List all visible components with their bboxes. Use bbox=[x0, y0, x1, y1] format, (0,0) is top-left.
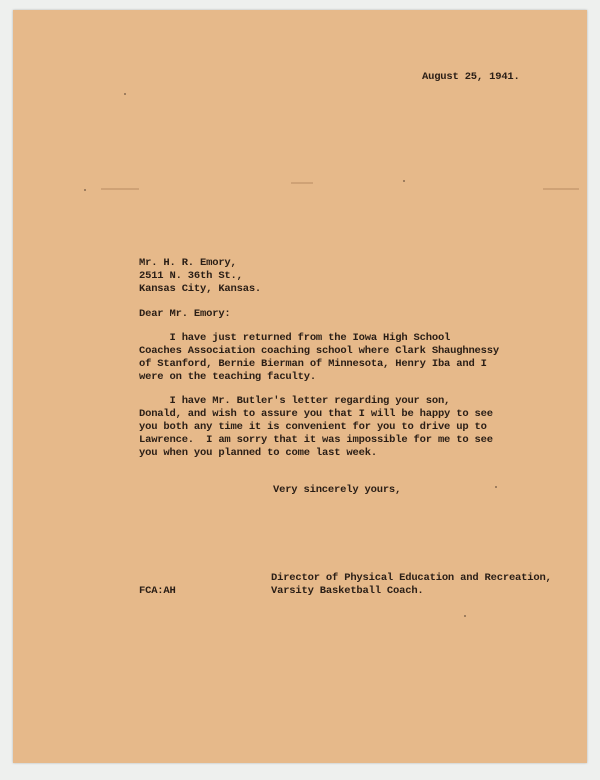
signature-title-line: Director of Physical Education and Recreation, bbox=[271, 572, 552, 584]
body-line: of Stanford, Bernie Bierman of Minnesota, Henry Iba and I bbox=[139, 358, 487, 370]
letter-date: August 25, 1941. bbox=[422, 71, 520, 83]
body-line: Lawrence. I am sorry that it was impossible for me to see bbox=[139, 434, 493, 446]
body-line: Donald, and wish to assure you that I will be happy to see bbox=[139, 408, 493, 420]
speck bbox=[403, 180, 405, 182]
signature-title-line: Varsity Basketball Coach. bbox=[271, 585, 424, 597]
closing: Very sincerely yours, bbox=[273, 484, 402, 496]
letter-page bbox=[13, 10, 587, 763]
typist-initials: FCA:AH bbox=[139, 585, 176, 597]
speck bbox=[495, 486, 497, 488]
body-line: I have just returned from the Iowa High School bbox=[139, 332, 451, 344]
address-line: Kansas City, Kansas. bbox=[139, 283, 262, 295]
salutation: Dear Mr. Emory: bbox=[139, 308, 231, 320]
address-line: 2511 N. 36th St., bbox=[139, 270, 243, 282]
body-line: you when you planned to come last week. bbox=[139, 447, 377, 459]
speck bbox=[464, 615, 466, 617]
body-line: you both any time it is convenient for you to drive up to bbox=[139, 421, 487, 433]
speck bbox=[124, 93, 126, 95]
speck bbox=[84, 189, 86, 191]
body-line: Coaches Association coaching school where Clark Shaughnessy bbox=[139, 345, 499, 357]
address-line: Mr. H. R. Emory, bbox=[139, 257, 237, 269]
faint-mark-center bbox=[291, 182, 313, 184]
faint-mark-left bbox=[101, 188, 139, 190]
faint-mark-right bbox=[543, 188, 579, 190]
body-line: I have Mr. Butler's letter regarding your son, bbox=[139, 395, 451, 407]
body-line: were on the teaching faculty. bbox=[139, 371, 316, 383]
